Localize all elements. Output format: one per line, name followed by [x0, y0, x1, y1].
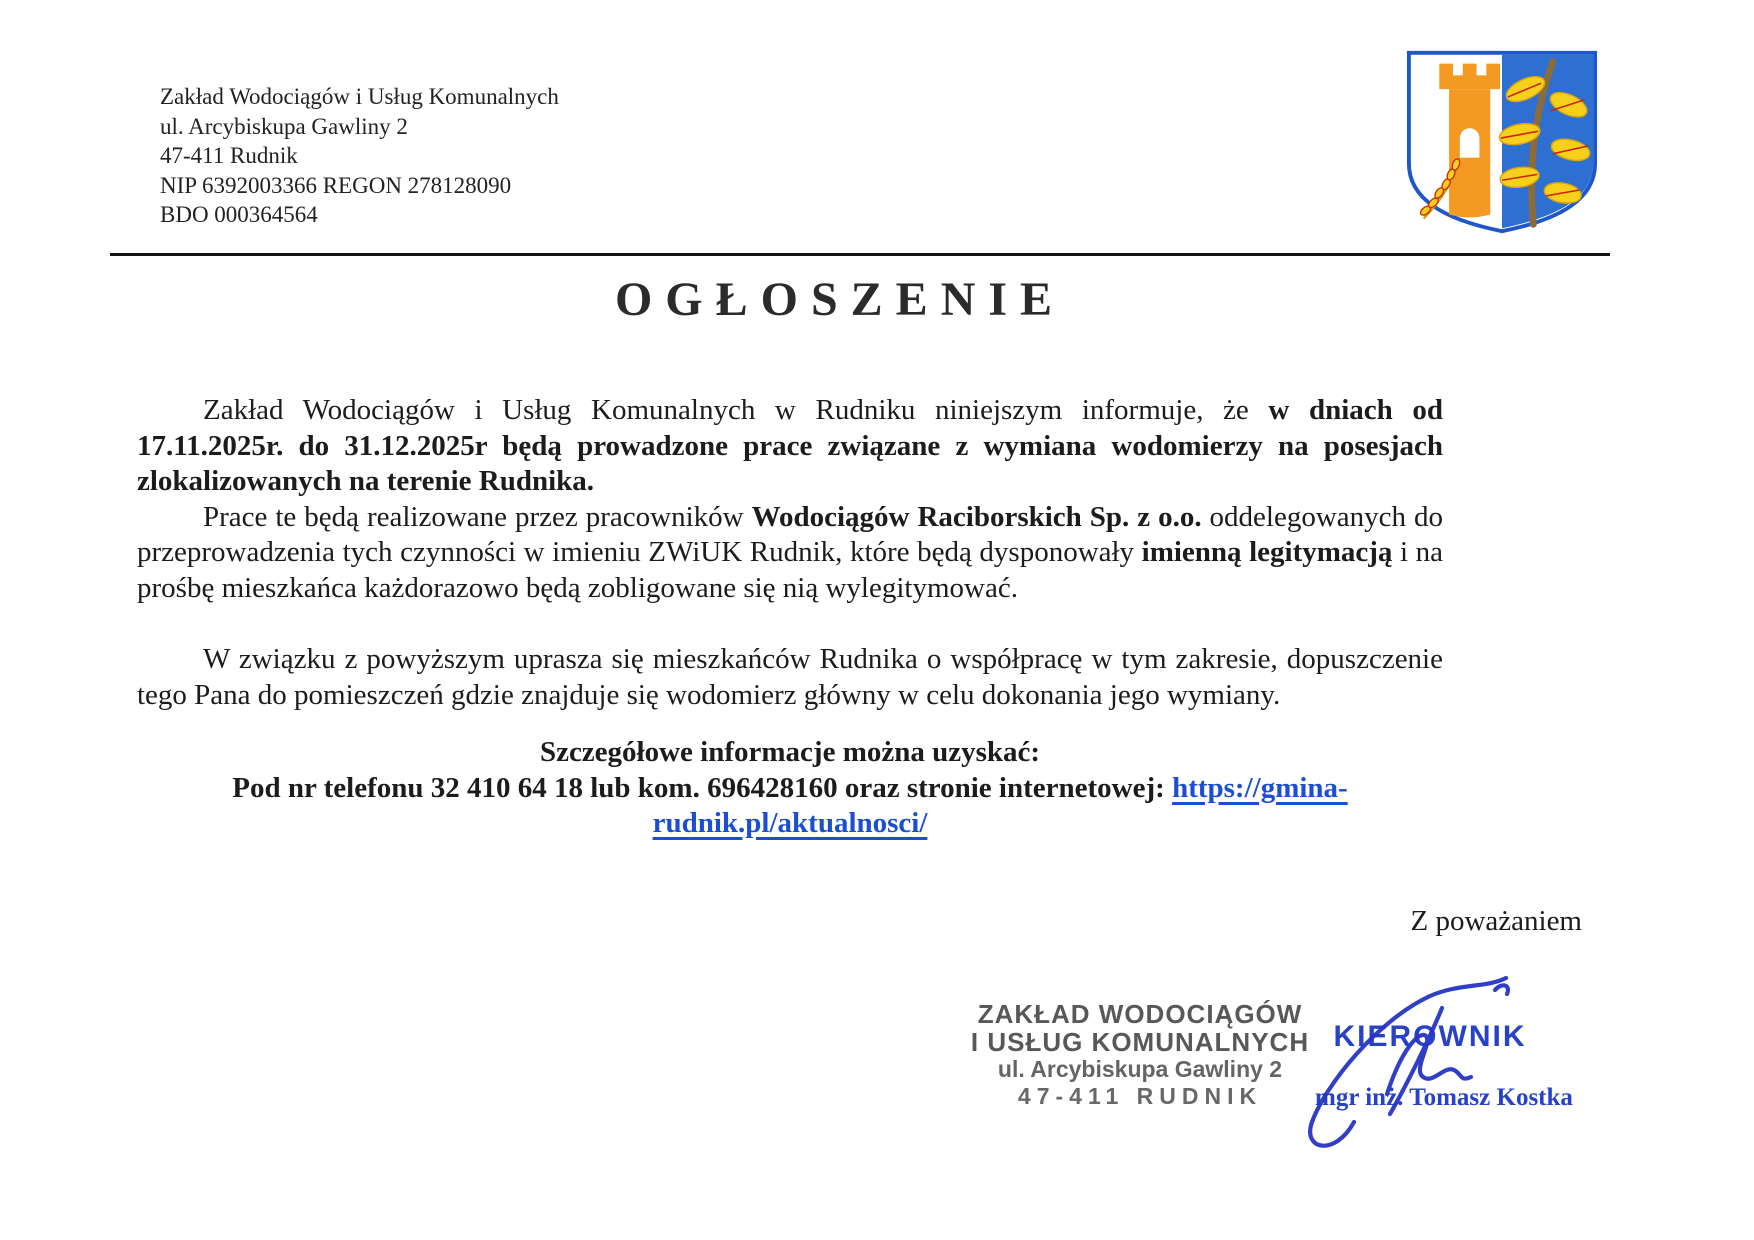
letterhead-bdo: BDO 000364564 — [160, 202, 318, 227]
header-divider — [110, 253, 1610, 256]
paragraph-2 — [137, 500, 1443, 607]
paragraph-2-start: Prace te będą realizowane przez pracowników — [203, 500, 752, 533]
company-stamp — [960, 1000, 1320, 1109]
info-contact-text: Pod nr telefonu 32 410 64 18 lub kom. 696428160 oraz stronie internetowej: — [232, 771, 1173, 804]
paragraph-3: W związku z powyższym uprasza się mieszkańców Rudnika o współpracę w tym zakresie, dopuszczenie tego Pana do pomieszczeń gdzie znajduje się wodomierz główny w celu dokonania jego wymiany. — [137, 643, 1443, 711]
rudnik-coat-of-arms-icon — [1404, 46, 1600, 238]
paragraph-2-bold-company: Wodociągów Raciborskich Sp. z o.o. — [751, 500, 1202, 533]
paragraph-2-mid: oddelegowanych do przeprowadzenia tych czynności w imieniu ZWiUK Rudnik, które będą dysponowały — [137, 500, 1443, 568]
closing-phrase: Z poważaniem — [1410, 905, 1582, 937]
company-stamp-line2: I USŁUG KOMUNALNYCH — [970, 1027, 1310, 1057]
letterhead-street: ul. Arcybiskupa Gawliny 2 — [160, 113, 408, 139]
paragraph-2-bold-id: imienną legitymacją — [1141, 536, 1393, 568]
kierownik-stamp-role: KIEROWNIK — [1333, 1020, 1527, 1053]
info-heading: Szczegółowe informacje można uzyskać: — [539, 736, 1041, 768]
letterhead-city: 47-411 Rudnik — [160, 143, 298, 168]
company-stamp-line1: ZAKŁAD WODOCIĄGÓW — [977, 999, 1303, 1029]
website-link-line1[interactable]: https://gmina- — [1172, 771, 1348, 804]
paragraph-2-end: i na prośbę mieszkańca każdorazowo będą zobligowane się nią wylegitymować. — [137, 536, 1443, 604]
paragraph-1-bold: w dniach od 17.11.2025r. do 31.12.2025r będą prowadzone prace związane z wymiana wodomierzy na posesjach zlokalizowanych na terenie Rudnika. — [137, 394, 1443, 497]
paragraph-1 — [137, 393, 1443, 500]
document-title: OGŁOSZENIE — [614, 273, 1066, 326]
handwritten-signature — [1290, 972, 1535, 1162]
info-contact — [137, 771, 1443, 842]
paragraph-1-normal: Zakład Wodociągów i Usług Komunalnych w Rudniku niniejszym informuje, że — [203, 394, 1269, 426]
document-body — [137, 393, 1443, 842]
letterhead-company: Zakład Wodociągów i Usług Komunalnych — [160, 84, 559, 109]
company-stamp-line4: 47-411 RUDNIK — [1017, 1083, 1263, 1109]
letterhead — [160, 82, 559, 230]
kierownik-stamp-name: mgr inż. Tomasz Kostka — [1315, 1084, 1573, 1111]
website-link-line2[interactable]: rudnik.pl/aktualnosci/ — [652, 807, 928, 839]
letterhead-nip-regon: NIP 6392003366 REGON 278128090 — [160, 172, 512, 198]
company-stamp-line3: ul. Arcybiskupa Gawliny 2 — [997, 1056, 1283, 1082]
